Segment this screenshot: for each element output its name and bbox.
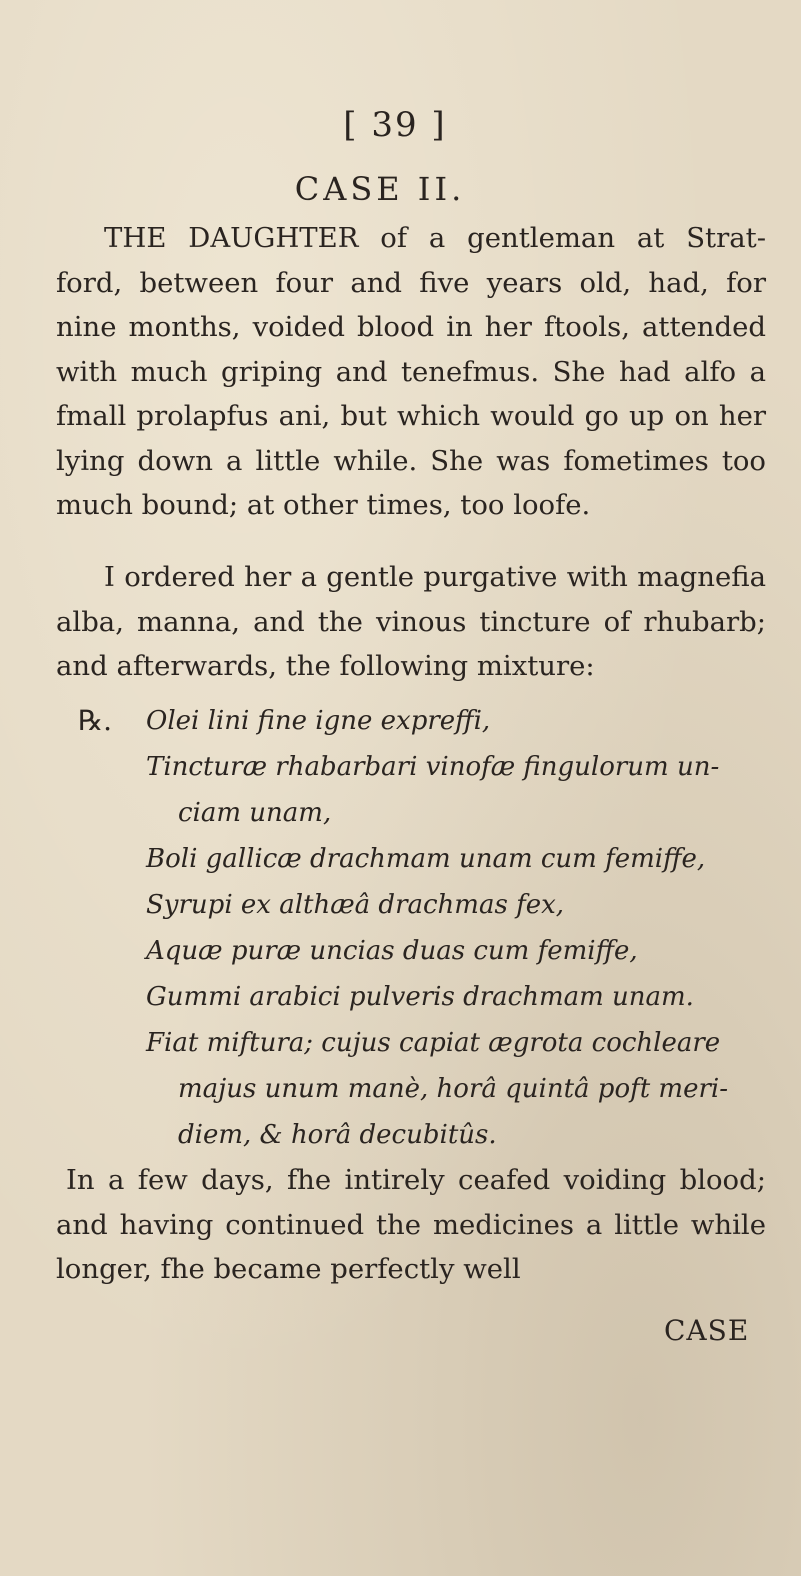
- text-line: I ordered her a gentle purgative with magnefia: [104, 561, 766, 593]
- text-line: lying down a little while. She was fometimes too: [56, 444, 766, 477]
- treatment-paragraph: [56, 555, 766, 689]
- recipe-line: Tincturæ rhabarbari vinofæ fingulorum un-: [146, 752, 720, 782]
- recipe-line: Fiat miftura; cujus capiat ægrota cochleare: [146, 1028, 721, 1058]
- recipe-symbol: ℞.: [78, 704, 113, 737]
- recipe-line: majus unum manè, horâ quintâ poft meri-: [178, 1074, 728, 1104]
- recipe-line: diem, & horâ decubitûs.: [178, 1120, 497, 1150]
- text-line: longer, fhe became perfectly well: [56, 1253, 521, 1285]
- text-line: much bound; at other times, too loofe.: [56, 489, 591, 521]
- recipe-line: ciam unam,: [178, 798, 332, 828]
- recipe-line: Aquæ puræ uncias duas cum femiffe,: [146, 936, 638, 966]
- text-line: fmall prolapfus ani, but which would go up on her: [56, 400, 766, 432]
- prescription-block: [78, 698, 768, 1158]
- text-line: In a few days, fhe intirely ceafed voiding blood;: [66, 1164, 766, 1196]
- recipe-line: Olei lini fine igne expreffi,: [146, 706, 491, 736]
- outcome-paragraph: [56, 1158, 766, 1292]
- case-description-paragraph: [56, 216, 766, 528]
- page-number: [ 39 ]: [343, 105, 447, 145]
- text-line: ford, between four and five years old, had, for: [56, 266, 766, 299]
- catchword: CASE: [664, 1314, 750, 1347]
- text-line: and afterwards, the following mixture:: [56, 650, 595, 682]
- recipe-line: Gummi arabici pulveris drachmam unam.: [146, 982, 694, 1012]
- text-line: alba, manna, and the vinous tincture of rhubarb;: [56, 605, 766, 638]
- text-line: with much griping and tenefmus. She had alfo a: [56, 355, 766, 388]
- text-line: THE DAUGHTER of a gentleman at Strat-: [104, 222, 766, 254]
- recipe-line: Boli gallicæ drachmam unam cum femiffe,: [146, 844, 706, 874]
- case-heading: CASE II.: [294, 170, 466, 208]
- text-line: nine months, voided blood in her ftools, attended: [56, 311, 766, 343]
- text-line: and having continued the medicines a little while: [56, 1208, 766, 1241]
- recipe-line: Syrupi ex althæâ drachmas fex,: [146, 890, 565, 920]
